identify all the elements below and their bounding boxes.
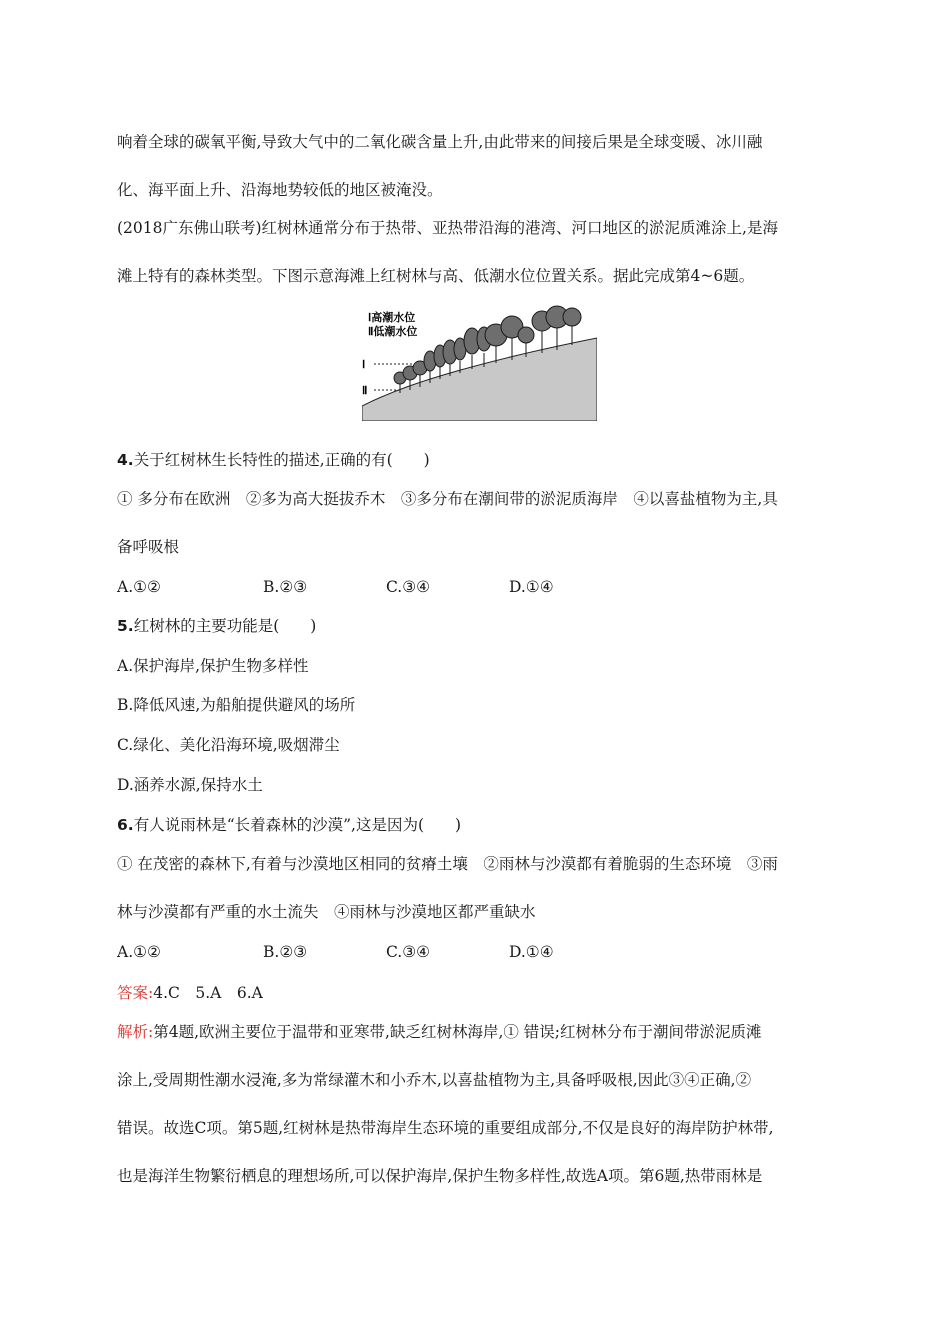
question-5-stem xyxy=(117,616,316,636)
paragraph-line: 化、海平面上升、沿海地势较低的地区被淹没。 xyxy=(117,181,443,199)
q6-option-a[interactable]: A.①② xyxy=(117,943,161,961)
question-4-statements: ① 多分布在欧洲 ②多为高大挺拔乔木 ③多分布在潮间带的淤泥质海岸 ④以喜盐植物为主,具 xyxy=(117,490,778,508)
question-text: 有人说雨林是“长着森林的沙漠”,这是因为( ) xyxy=(133,816,462,834)
paragraph-line: 滩上特有的森林类型。下图示意海滩上红树林与高、低潮水位位置关系。据此完成第4~6题。 xyxy=(117,267,755,285)
mangrove-tide-figure xyxy=(362,303,597,421)
question-number: 4. xyxy=(117,451,134,469)
analysis-line xyxy=(117,1022,762,1042)
analysis-label: 解析: xyxy=(117,1023,154,1041)
q4-option-d[interactable]: D.①④ xyxy=(509,578,554,596)
analysis-line: 错误。故选C项。第5题,红树林是热带海岸生态环境的重要组成部分,不仅是良好的海岸防护林带, xyxy=(117,1119,774,1137)
q5-option-b[interactable]: B.降低风速,为船舶提供避风的场所 xyxy=(117,696,356,714)
question-number: 5. xyxy=(117,617,134,635)
question-6-statements-cont: 林与沙漠都有严重的水土流失 ④雨林与沙漠地区都严重缺水 xyxy=(117,903,536,921)
answer-line xyxy=(117,983,263,1003)
high-tide-mark: Ⅰ xyxy=(362,359,366,371)
mangrove-diagram xyxy=(362,303,597,421)
question-6-statements: ① 在茂密的森林下,有着与沙漠地区相同的贫瘠土壤 ②雨林与沙漠都有着脆弱的生态环境 ③雨 xyxy=(117,855,778,873)
q5-option-a[interactable]: A.保护海岸,保护生物多样性 xyxy=(117,657,309,675)
analysis-text: 第4题,欧洲主要位于温带和亚寒带,缺乏红树林海岸,① 错误;红树林分布于潮间带淤泥质滩 xyxy=(153,1023,762,1041)
q4-option-b[interactable]: B.②③ xyxy=(263,578,308,596)
question-4-stem xyxy=(117,450,430,470)
analysis-line: 涂上,受周期性潮水浸淹,多为常绿灌木和小乔木,以喜盐植物为主,具备呼吸根,因此③④正确,② xyxy=(117,1071,752,1089)
analysis-line: 也是海洋生物繁衍栖息的理想场所,可以保护海岸,保护生物多样性,故选A项。第6题,热带雨林是 xyxy=(117,1167,763,1185)
question-4-statements-cont: 备呼吸根 xyxy=(117,538,180,556)
low-tide-mark: Ⅱ xyxy=(362,385,368,397)
paragraph-line: 响着全球的碳氧平衡,导致大气中的二氧化碳含量上升,由此带来的间接后果是全球变暖、冰川融 xyxy=(117,133,763,151)
q5-option-d[interactable]: D.涵养水源,保持水土 xyxy=(117,776,263,794)
paragraph-line: (2018广东佛山联考)红树林通常分布于热带、亚热带沿海的港湾、河口地区的淤泥质滩涂上,是海 xyxy=(117,219,778,237)
question-number: 6. xyxy=(117,816,134,834)
answer-text: 4.C 5.A 6.A xyxy=(153,984,263,1002)
q6-option-d[interactable]: D.①④ xyxy=(509,943,554,961)
q6-option-c[interactable]: C.③④ xyxy=(386,943,431,961)
q5-option-c[interactable]: C.绿化、美化沿海环境,吸烟滞尘 xyxy=(117,736,340,754)
legend-high-tide: Ⅰ高潮水位 xyxy=(368,312,416,324)
question-text: 红树林的主要功能是( ) xyxy=(133,617,317,635)
q4-option-c[interactable]: C.③④ xyxy=(386,578,431,596)
legend-low-tide: Ⅱ低潮水位 xyxy=(368,326,418,338)
q4-option-a[interactable]: A.①② xyxy=(117,578,161,596)
question-6-stem xyxy=(117,815,461,835)
answer-label: 答案: xyxy=(117,984,154,1002)
question-text: 关于红树林生长特性的描述,正确的有( ) xyxy=(133,451,430,469)
q6-option-b[interactable]: B.②③ xyxy=(263,943,308,961)
